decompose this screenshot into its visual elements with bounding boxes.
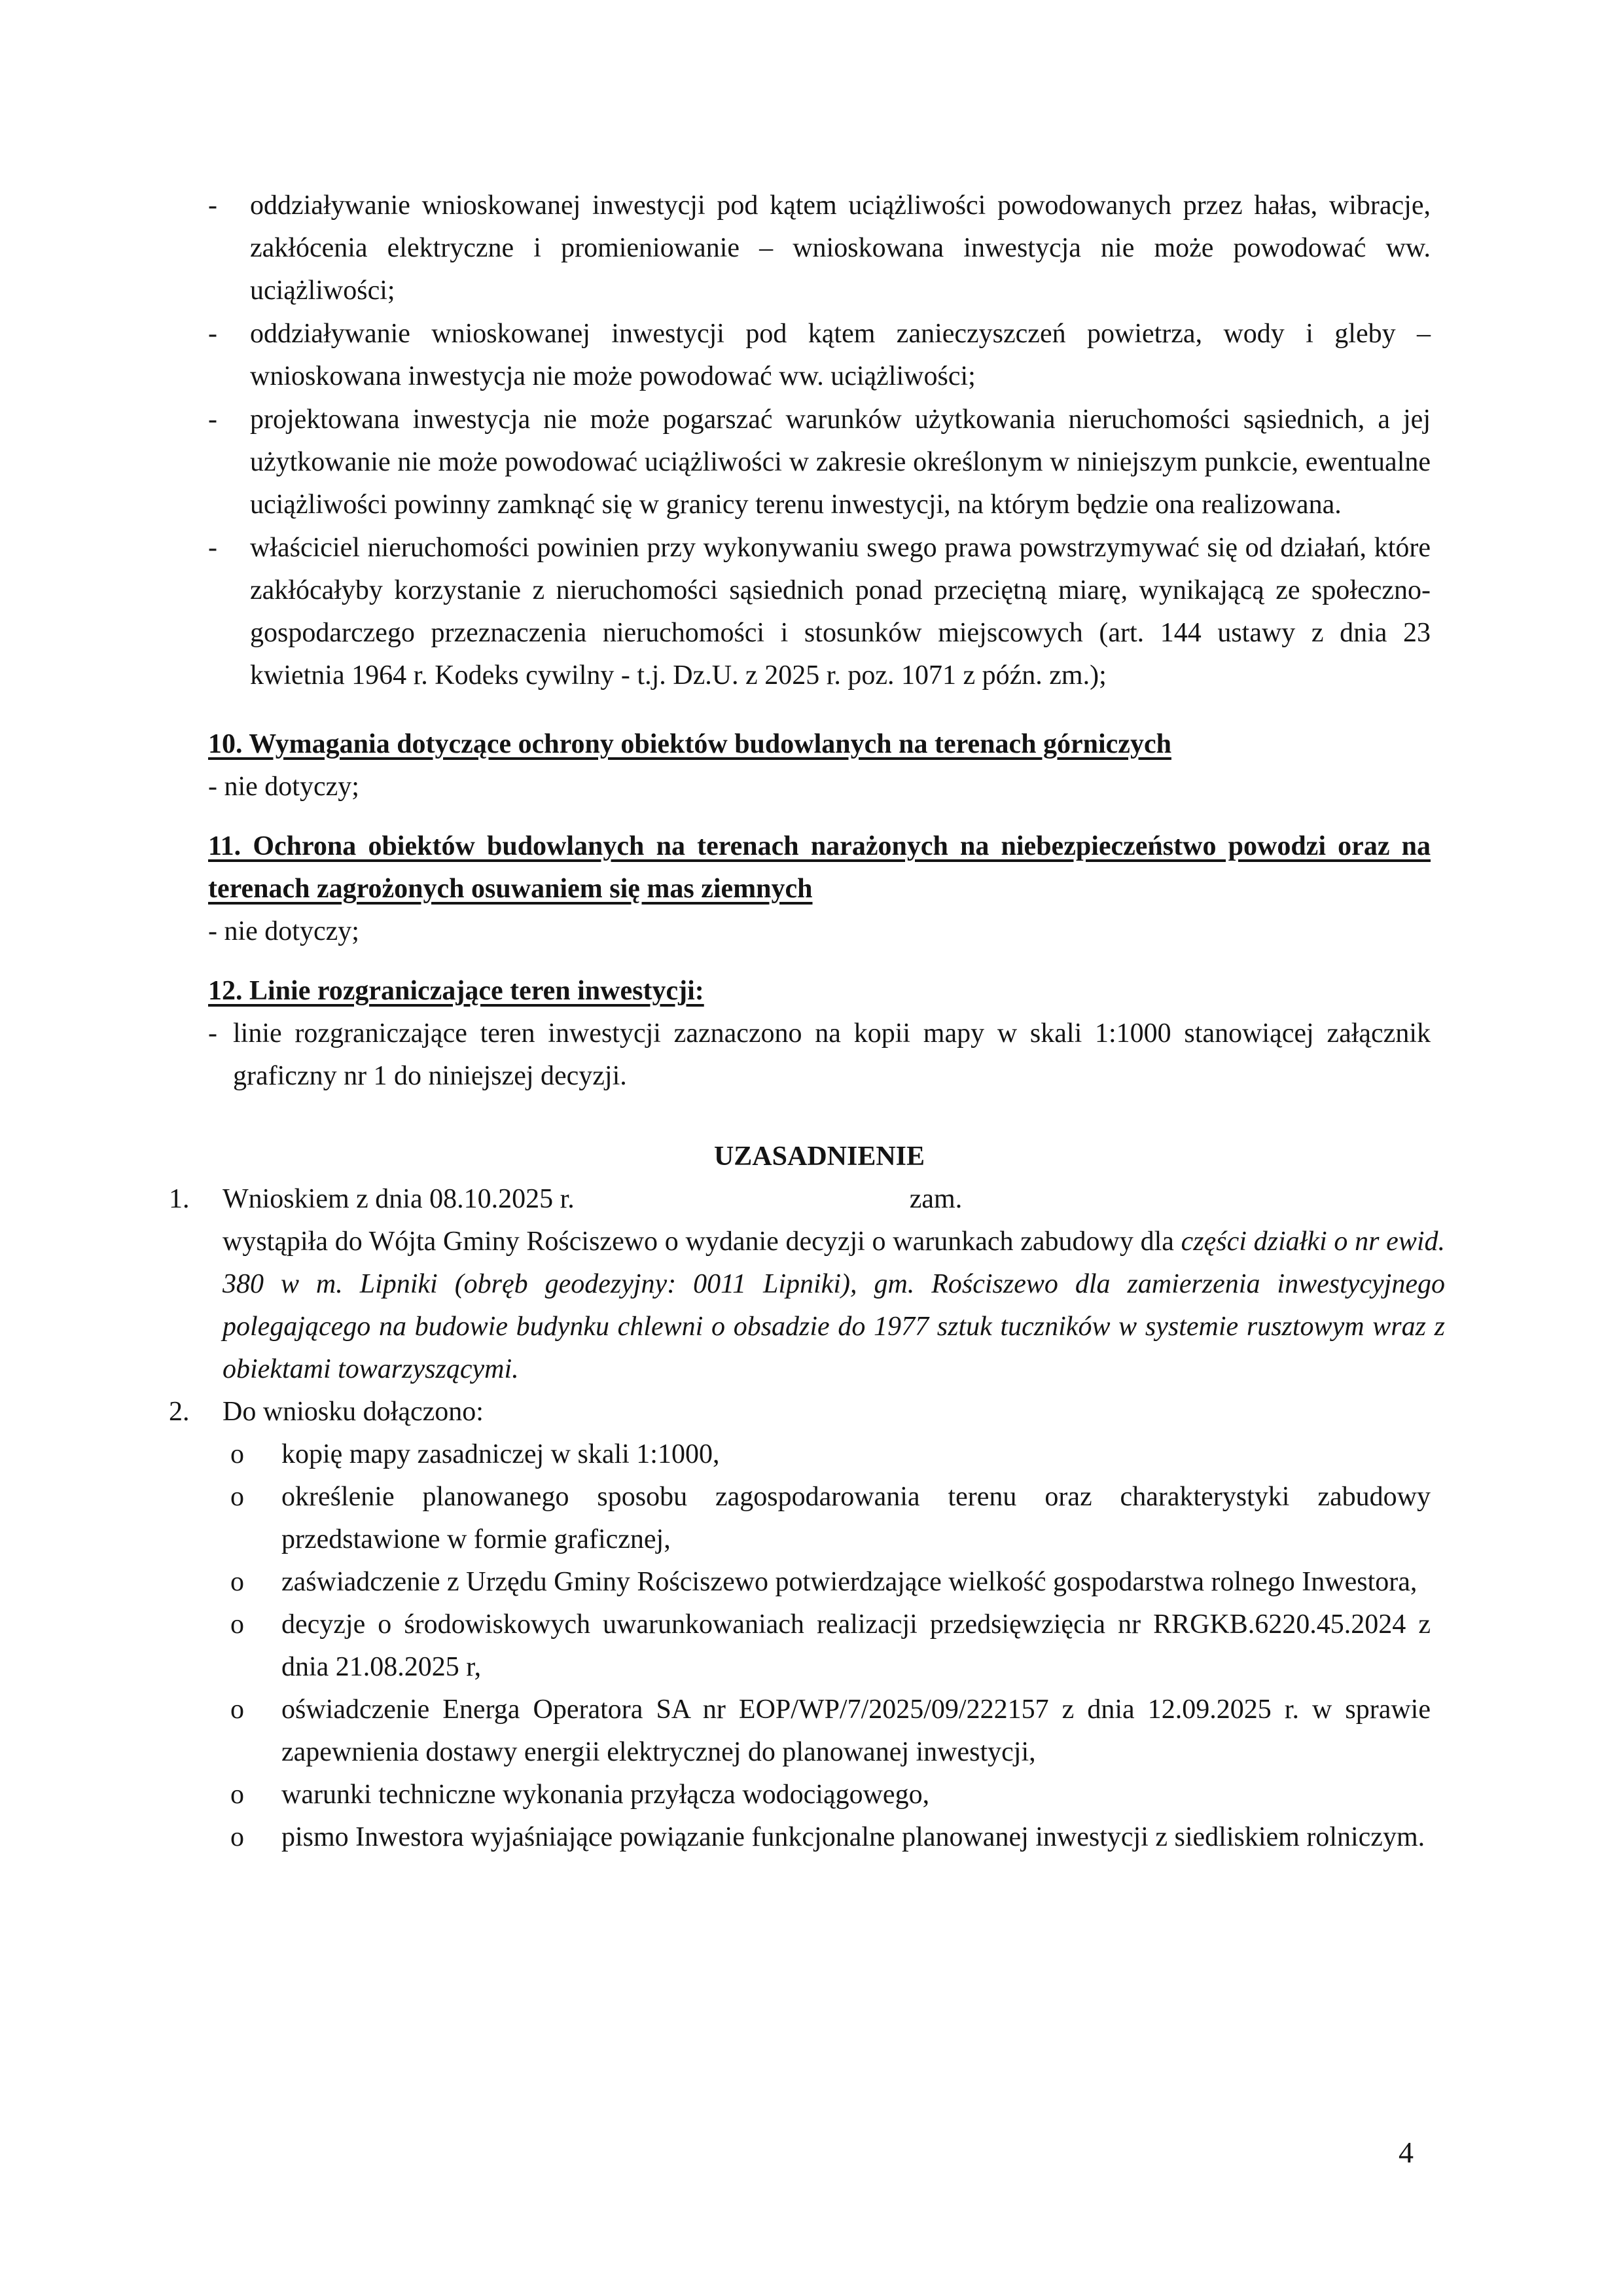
list-item-text: określenie planowanego sposobu zagospodarowania terenu oraz charakterystyki zabudowy przedstawione w formie graficznej, — [281, 1482, 1431, 1554]
investment-description: części działki o nr ewid. 380 w m. Lipniki (obręb geodezyjny: 0011 Lipniki), gm. Rościszewo dla zamierzenia inwestycyjnego polegającego na budowie budynku chlewni o obsadzie do 1977 sztuk tuczników w systemie rusztowym wraz z obiektami towarzyszącymi. — [223, 1227, 1445, 1384]
page-content — [169, 185, 1445, 1859]
list-item — [208, 1476, 1431, 1561]
list-item-text: oddziaływanie wnioskowanej inwestycji pod kątem zanieczyszczeń powietrza, wody i gleby – wnioskowana inwestycja nie może powodować ww. uciążliwości; — [250, 319, 1431, 391]
list-item — [208, 1433, 1431, 1476]
list-item — [208, 1774, 1431, 1816]
list-item-text: warunki techniczne wykonania przyłącza wodociągowego, — [281, 1780, 930, 1810]
circle-bullet: o — [230, 1609, 244, 1640]
attachments-list — [208, 1433, 1431, 1859]
circle-bullet: o — [230, 1695, 244, 1725]
item-number: 2. — [169, 1397, 190, 1427]
section-title: 10. Wymagania dotyczące ochrony obiektów budowlanych na terenach górniczych — [208, 729, 1171, 759]
list-item-text: zaświadczenie z Urzędu Gminy Rościszewo potwierdzające wielkość gospodarstwa rolnego Inwestora, — [281, 1567, 1418, 1597]
list-item — [208, 1816, 1431, 1859]
list-item — [208, 399, 1431, 526]
requirements-bullet-list — [208, 185, 1431, 697]
dash-bullet: - — [208, 190, 217, 221]
attachments-intro: Do wniosku dołączono: — [223, 1397, 484, 1427]
list-item — [208, 1561, 1431, 1604]
list-item — [208, 527, 1431, 697]
list-item-text: właściciel nieruchomości powinien przy wykonywaniu swego prawa powstrzymywać się od działań, które zakłócałyby korzystanie z nieruchomości sąsiednich ponad przeciętną miarę, wynikającą ze społeczno-gospodarczego przeznaczenia nieruchomości i stosunków miejscowych (art. 144 ustawy z dnia 23 kwietnia 1964 r. Kodeks cywilny - t.j. Dz.U. z 2025 r. poz. 1071 z późn. zm.); — [250, 533, 1431, 691]
list-item-text: oświadczenie Energa Operatora SA nr EOP/WP/7/2025/09/222157 z dnia 12.09.2025 r. w sprawie zapewnienia dostawy energii elektrycznej do planowanej inwestycji, — [281, 1695, 1431, 1767]
list-item — [208, 1604, 1431, 1689]
section-body: - nie dotyczy; — [208, 916, 359, 946]
circle-bullet: o — [230, 1822, 244, 1852]
list-item-text: kopię mapy zasadniczej w skali 1:1000, — [281, 1439, 720, 1469]
list-item-text: decyzje o środowiskowych uwarunkowaniach realizacji przedsięwzięcia nr RRGKB.6220.45.2024 z dnia 21.08.2025 r, — [281, 1609, 1431, 1682]
section-title: 12. Linie rozgraniczające teren inwestycji: — [208, 976, 704, 1006]
page-number: 4 — [1399, 2136, 1414, 2169]
residence-label: zam. — [909, 1184, 963, 1214]
section-body — [208, 1013, 1431, 1098]
list-item-text: oddziaływanie wnioskowanej inwestycji pod kątem uciążliwości powodowanych przez hałas, wibracje, zakłócenia elektryczne i promieniowanie – wnioskowana inwestycja nie może powodować ww. uciążliwości; — [250, 190, 1431, 306]
list-item — [208, 185, 1431, 312]
circle-bullet: o — [230, 1482, 244, 1512]
justification-item-1 — [169, 1178, 1445, 1391]
section-body: - nie dotyczy; — [208, 772, 359, 802]
section-body-text: linie rozgraniczające teren inwestycji zaznaczono na kopii mapy w skali 1:1000 stanowiącej załącznik graficzny nr 1 do niniejszej decyzji. — [233, 1018, 1431, 1091]
list-item — [208, 1689, 1431, 1774]
dash-bullet: - — [208, 1018, 217, 1049]
list-item-text: projektowana inwestycja nie może pogarszać warunków użytkowania nieruchomości sąsiednich, a jej użytkowanie nie może powodować uciążliwości w zakresie określonym w niniejszym punkcie, ewentualne uciążliwości powinny zamknąć się w granicy terenu inwestycji, na którym będzie ona realizowana. — [250, 404, 1431, 520]
dash-bullet: - — [208, 319, 217, 349]
request-date-text: Wnioskiem z dnia 08.10.2025 r. — [223, 1184, 575, 1214]
section-12 — [208, 970, 1431, 1098]
request-text: wystąpiła do Wójta Gminy Rościszewo o wydanie decyzji o warunkach zabudowy dla — [223, 1227, 1174, 1257]
section-11 — [208, 825, 1431, 953]
dash-bullet: - — [208, 533, 217, 563]
section-title: 11. Ochrona obiektów budowlanych na terenach narażonych na niebezpieczeństwo powodzi oraz na terenach zagrożonych osuwaniem się mas ziemnych — [208, 831, 1431, 904]
item-number: 1. — [169, 1184, 190, 1214]
circle-bullet: o — [230, 1780, 244, 1810]
circle-bullet: o — [230, 1567, 244, 1597]
justification-item-2 — [169, 1391, 1445, 1433]
justification-title: UZASADNIENIE — [713, 1141, 925, 1172]
list-item — [208, 313, 1431, 398]
dash-bullet: - — [208, 404, 217, 435]
circle-bullet: o — [230, 1439, 244, 1469]
section-10 — [208, 723, 1431, 808]
list-item-text: pismo Inwestora wyjaśniające powiązanie funkcjonalne planowanej inwestycji z siedliskiem rolniczym. — [281, 1822, 1425, 1852]
